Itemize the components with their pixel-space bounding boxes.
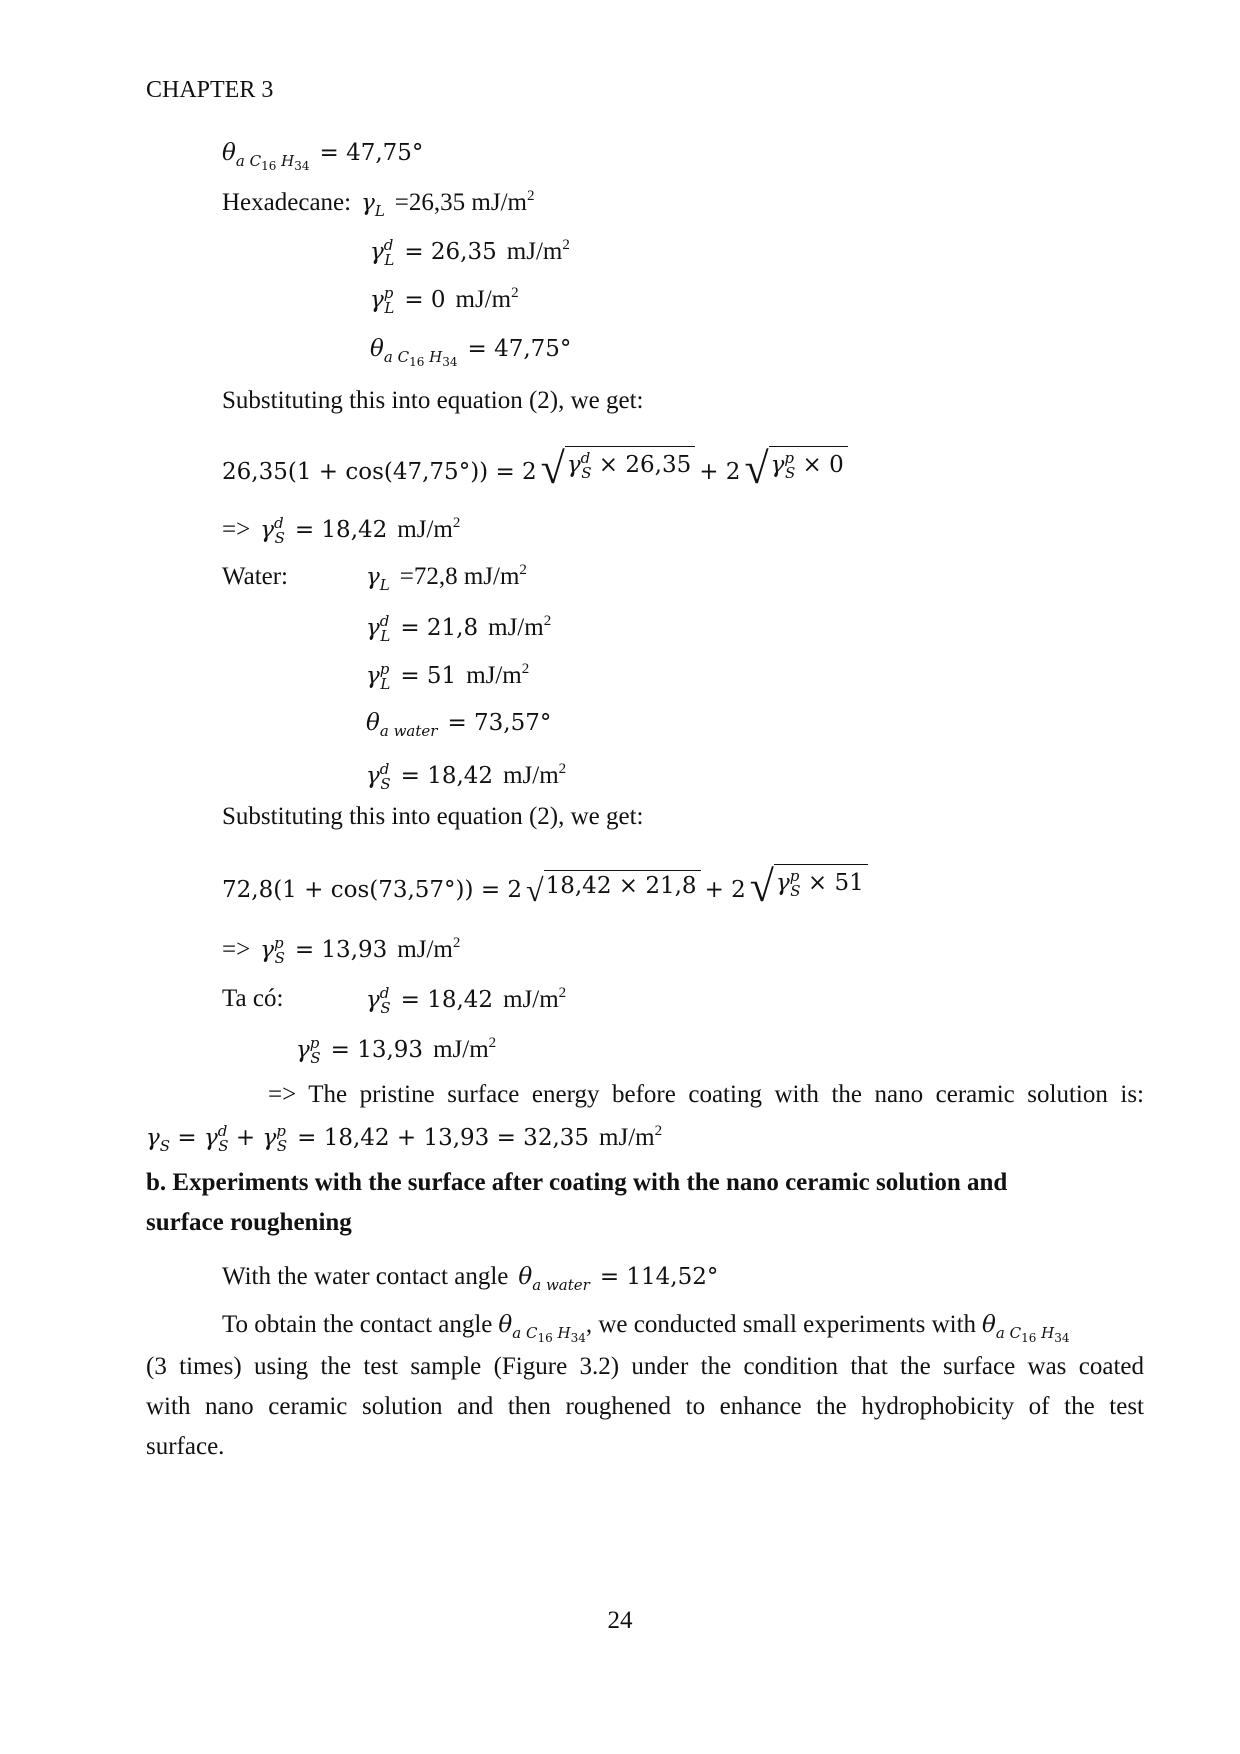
substituting-text-1: Substituting this into equation (2), we get:: [222, 387, 644, 414]
theta-c16h34-line-2: [370, 336, 571, 369]
gamma-l-symbol: $\gamma_L$: [366, 564, 390, 594]
gamma-sd-symbol: $\gamma^d_S$: [260, 514, 285, 547]
water-angle-line: [222, 1262, 718, 1294]
result-value: = 18,42: [294, 517, 388, 543]
gamma-sd-symbol: $\gamma^d_S$: [366, 984, 391, 1017]
gamma-ld-symbol: $\gamma^d_L$: [370, 236, 395, 269]
theta-symbol: $\theta_{a C_{16} H_{34}}$: [370, 336, 458, 369]
water-label: Water:: [222, 563, 289, 590]
theta-symbol: $\theta_{a C_{16} H_{34}}$: [222, 140, 310, 173]
gamma-sd-value: = 18,42: [400, 987, 494, 1013]
result-value: = 13,93: [294, 937, 388, 963]
gamma-ld-unit: $mJ/m^2$: [506, 237, 570, 265]
sqrt-gamma-sd: √ $\gamma^d_S \times 26,35$: [541, 446, 696, 482]
sqrt-gamma-sp: √ $\gamma^p_S \times 0$: [744, 446, 847, 482]
hexadecane-line: [222, 188, 534, 220]
theta-c16h34-line: [222, 140, 423, 173]
gamma-sd-symbol: $\gamma^d_S$: [366, 760, 391, 793]
paragraph-line-1: [222, 1310, 1070, 1345]
equation-2: [222, 861, 868, 911]
theta-c16h34-inline: $\theta_{a C_{16} H_{34}}$: [498, 1312, 586, 1345]
paragraph-line-4: surface.: [146, 1433, 225, 1460]
water-gamma-ld-line: [366, 612, 551, 645]
section-b-heading-line1: b. Experiments with the surface after coating with the nano ceramic solution and: [146, 1169, 1008, 1196]
hexadecane-label: Hexadecane:: [222, 189, 352, 216]
total-surface-energy-line: [146, 1122, 662, 1155]
para-mid: , we conducted small experiments with: [585, 1311, 977, 1338]
gamma-lp-unit: $mJ/m^2$: [466, 661, 530, 689]
gamma-sd-value: = 18,42: [400, 763, 494, 789]
result-arrow: =>: [222, 516, 251, 543]
sqrt-gamma-sp-tail: × 51: [807, 870, 864, 896]
water-angle-text: With the water contact angle: [222, 1263, 509, 1290]
gamma-ld-line: [370, 236, 570, 269]
gamma-l-symbol: $\gamma_L$: [361, 190, 385, 220]
gamma-sp-symbol: $\gamma^p_S$: [260, 934, 285, 967]
gamma-ld-value: = 26,35: [404, 239, 497, 265]
gamma-l-value: =26,35 $mJ/m^2$: [394, 188, 535, 216]
sqrt-constants-value: 18,42 × 21,8: [544, 870, 701, 899]
conclusion-text: => The pristine surface energy before coating with the nano ceramic solution is:: [268, 1081, 1144, 1108]
paragraph-line-3: with nano ceramic solution and then roughened to enhance the hydrophobicity of the test: [146, 1393, 1144, 1420]
water-angle-value: = 114,52°: [599, 1264, 719, 1290]
gamma-s-total-symbol: $\gamma_S = \gamma^d_S + \gamma^p_S$: [146, 1122, 288, 1155]
equation-2-lhs: 72,8(1 + cos(73,57°)) = 2: [222, 876, 523, 903]
result-gamma-sd-line: [222, 514, 460, 547]
sqrt-gamma-sd-tail: × 26,35: [598, 452, 692, 478]
theta-water-symbol: $\theta_{a water}$: [518, 1264, 590, 1294]
equation-1-lhs: 26,35(1 + cos(47,75°)) = 2: [222, 458, 537, 485]
gamma-lp-symbol: $\gamma^p_L$: [370, 284, 395, 317]
theta-value: = 47,75°: [467, 336, 572, 362]
gamma-lp-value: = 51: [400, 663, 457, 689]
gamma-lp-value: = 0: [404, 287, 446, 313]
gamma-lp-unit: $mJ/m^2$: [455, 285, 519, 313]
sqrt-gamma-sp-tail: × 0: [802, 452, 844, 478]
theta-water-line: [366, 710, 551, 740]
gamma-lp-symbol: $\gamma^p_L$: [366, 660, 391, 693]
gamma-sp-unit: $mJ/m^2$: [433, 1035, 497, 1063]
gamma-sp-symbol: $\gamma^p_S$: [296, 1034, 321, 1067]
paragraph-line-2: (3 times) using the test sample (Figure 3.2) under the condition that the surface was coated: [146, 1353, 1144, 1380]
section-b-heading-line2: surface roughening: [146, 1209, 352, 1236]
result-unit: $mJ/m^2$: [397, 515, 461, 543]
equation-1-plus: + 2: [699, 458, 741, 485]
ta-co-gamma-sp-line: [296, 1034, 496, 1067]
chapter-header: CHAPTER 3: [146, 77, 274, 103]
equation-2-plus: + 2: [704, 876, 746, 903]
theta-water-symbol: $\theta_{a water}$: [366, 710, 438, 740]
total-value: = 18,42 + 13,93 = 32,35: [297, 1125, 590, 1151]
theta-water-value: = 73,57°: [447, 710, 552, 736]
gamma-ld-value: = 21,8: [400, 615, 479, 641]
gamma-sp-value: = 13,93: [330, 1037, 424, 1063]
result-unit: $mJ/m^2$: [397, 935, 461, 963]
substituting-text-2: Substituting this into equation (2), we get:: [222, 803, 644, 830]
theta-value: = 47,75°: [319, 140, 424, 166]
water-gamma-l-line: [366, 562, 527, 594]
gamma-sd-unit: $mJ/m^2$: [503, 985, 567, 1013]
ta-co-label: Ta có:: [222, 985, 284, 1012]
theta-c16h34-inline-2: $\theta_{a C_{16} H_{34}}$: [982, 1312, 1070, 1345]
sqrt-gamma-sp: √ $\gamma^p_S \times 51$: [750, 864, 868, 900]
page-number: 24: [607, 1607, 633, 1634]
result-gamma-sp-line: [222, 934, 460, 967]
sqrt-constants: √ 18,42 × 21,8: [526, 870, 701, 899]
gamma-sd-unit: $mJ/m^2$: [503, 761, 567, 789]
gamma-lp-line: [370, 284, 519, 317]
gamma-l-value: =72,8 $mJ/m^2$: [399, 562, 527, 590]
total-unit: $mJ/m^2$: [599, 1123, 663, 1151]
equation-1: [222, 443, 848, 493]
gamma-ld-symbol: $\gamma^d_L$: [366, 612, 391, 645]
gamma-ld-unit: $mJ/m^2$: [488, 613, 552, 641]
ta-co-gamma-sd-line: [366, 984, 566, 1017]
water-gamma-lp-line: [366, 660, 529, 693]
water-gamma-sd-line: [366, 760, 566, 793]
result-arrow: =>: [222, 936, 251, 963]
para-start: To obtain the contact angle: [222, 1311, 493, 1338]
